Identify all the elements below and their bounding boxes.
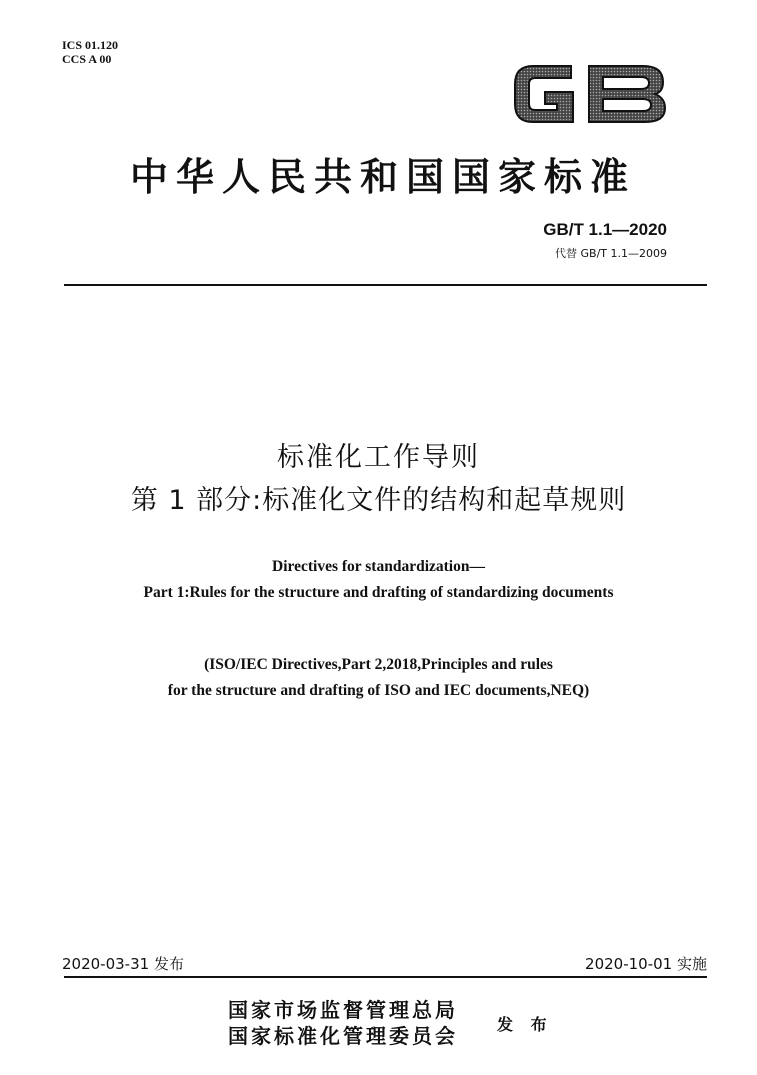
standard-number: GB/T 1.1—2020 <box>543 220 667 239</box>
adoption-note-line-2: for the structure and drafting of ISO and IEC documents,NEQ) <box>167 682 590 699</box>
national-standard-title: 中华人民共和国国家标准 <box>129 154 636 199</box>
header-divider <box>64 284 707 286</box>
classification-codes <box>62 38 118 66</box>
english-title-line-2: Part 1:Rules for the structure and drafting of standardizing documents <box>143 584 614 601</box>
footer-divider <box>64 976 707 978</box>
chinese-title-line-2: 第 1 部分:标准化文件的结构和起草规则 <box>130 485 627 516</box>
english-title-line-1: Directives for standardization— <box>272 558 485 575</box>
issue-date: 2020-03-31 发布 <box>62 955 184 973</box>
ccs-code: CCS A 00 <box>62 52 112 66</box>
ics-code: ICS 01.120 <box>62 38 119 52</box>
issuing-agency-1: 国家市场监督管理总局 <box>228 998 458 1022</box>
implementation-date: 2020-10-01 实施 <box>585 955 707 973</box>
issuing-agency-2: 国家标准化管理委员会 <box>228 1024 458 1048</box>
replaces-standard: 代替 GB/T 1.1—2009 <box>555 247 667 260</box>
gb-logo <box>511 58 667 130</box>
publish-label: 发 布 <box>497 1015 553 1034</box>
adoption-note-line-1: (ISO/IEC Directives,Part 2,2018,Principles and rules <box>204 656 553 673</box>
chinese-title-line-1: 标准化工作导则 <box>277 442 480 473</box>
